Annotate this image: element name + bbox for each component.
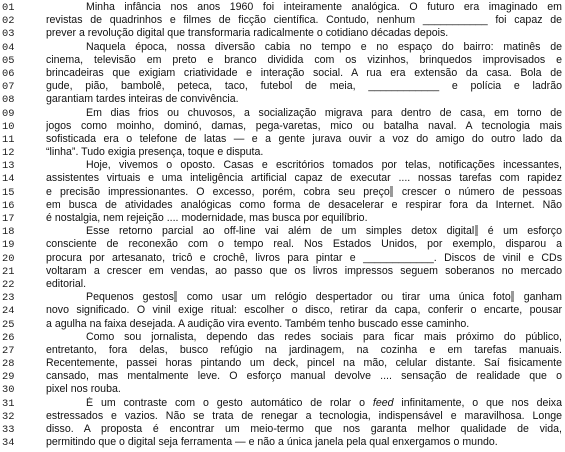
line-number: 29 [2,371,15,384]
line-number: 03 [2,28,15,41]
line-text: prever a revolução digital que transformaria radicalmente o cotidiano décadas depois. [46,27,449,40]
line-number: 01 [2,2,15,14]
line-text: revistas de quadrinhos e filmes de ficção científica. Contudo, nenhum ___________ foi capaz de [46,14,562,27]
line-text: disso. A proposta é encontrar um meio-termo que nos garanta melhor qualidade de vida, [46,423,562,435]
line-number: 23 [2,292,15,305]
gap-marker [511,291,514,302]
line-number: 17 [2,213,15,225]
text-line [0,225,565,238]
line-segment: Esse retorno parcial ao off-line vai além de um simples detox digital [86,225,475,238]
line-text: Em dias frios ou chuvosos, a socialização migrava para dentro de casa, em torno de [86,106,562,119]
line-number: 21 [2,265,15,278]
line-number: 08 [2,94,15,107]
text-line [0,265,565,278]
line-number: 27 [2,344,15,357]
line-number: 10 [2,120,15,133]
line-text: é nostalgia, nem rejeição .... modernidade, mas busca por equilíbrio. [46,212,368,224]
line-text: pixel nos rouba. [46,383,121,396]
gap-marker [475,225,478,236]
text-line [0,331,565,344]
line-text: permitindo que o digital seja ferramenta — e não a única janela pela qual enxergamos o mundo. [46,436,498,449]
line-number: 15 [2,186,15,199]
text-line [0,344,565,357]
line-number: 30 [2,384,15,397]
gap-marker [174,291,177,302]
line-text: estressados e vazios. Não se trata de renegar a tecnologia, indispensável e maravilhosa. Longe [46,409,562,422]
line-segment: Pequenos gestos [86,291,174,304]
text-line [0,436,565,449]
line-number: 06 [2,67,15,80]
line-segment: crescer o número de pessoas [401,185,562,198]
text-line [0,67,565,80]
line-text [46,225,562,238]
line-number: 19 [2,239,15,252]
line-text: consciente de reconexão com o tempo real. Nos Estados Unidos, por exemplo, disparou a [46,238,562,251]
text-line [0,120,565,133]
text-line [0,370,565,383]
text-line [0,186,565,199]
line-number: 33 [2,424,15,436]
line-text: Como sou jornalista, dependo das redes sociais para ficar mais próximo do público, [86,330,562,343]
text-line [0,423,565,436]
text-line [0,41,565,54]
text-line [0,159,565,172]
line-text: “linha”. Tudo exigia presença, toque e disputa. [46,146,264,159]
line-number: 20 [2,252,15,265]
line-number: 22 [2,278,15,291]
text-line [0,107,565,120]
line-text: editorial. [46,277,87,290]
line-text: sofisticada era o telefone de latas — e a gente jurava ouvir a voz do amigo do outro lado da [46,132,562,145]
line-number: 28 [2,358,15,371]
line-text: Naquela época, nossa diversão cabia no tempo e no espaço do bairro: matinês de [86,40,562,53]
line-text [46,291,562,304]
line-number: 13 [2,160,15,173]
line-text: Recentemente, passei horas pintando um deck, pincel na mão, celular distante. Saí fisicamente [46,357,562,370]
text-line [0,357,565,370]
line-text: Minha infância nos anos 1960 foi inteiramente analógica. O futuro era imaginado em [86,1,562,13]
line-number: 18 [2,226,15,239]
line-text: entretanto, fora delas, busco refúgio na jardinagem, na cozinha e em tarefas manuais. [46,343,562,356]
text-line [0,133,565,146]
text-line [0,383,565,396]
line-text: procura por artesanato, tricô e crochê, livros para pintar e ____________. Discos de vinil e CDs [46,251,562,264]
line-number: 24 [2,305,15,318]
line-number: 04 [2,41,15,54]
text-line [0,304,565,317]
gap-marker [390,186,393,197]
line-text [46,186,562,199]
text-line [0,172,565,185]
line-text: a agulha na faixa desejada. A audição vira evento. Também tenho buscado esse caminho. [46,317,470,330]
line-number: 25 [2,318,15,331]
line-number: 31 [2,397,15,410]
line-text: em busca de atividades analógicas como forma de desacelerar e respirar fora da Internet. Não [46,198,562,211]
text-line [0,252,565,265]
text-line [0,146,565,159]
line-number: 02 [2,15,15,28]
text-line [0,238,565,251]
text-line [0,14,565,27]
text-line [0,212,565,225]
text-line [0,291,565,304]
line-number: 14 [2,173,15,186]
text-line [0,93,565,106]
line-segment: como usar um relógio despertador ou tirar uma única foto [186,291,511,304]
line-number: 26 [2,331,15,344]
line-number: 12 [2,147,15,160]
text-line [0,54,565,67]
line-text: brincadeiras que exigiam criatividade e interação social. A rua era extensão da casa. Bola de [46,66,562,79]
line-number: 07 [2,81,15,94]
line-text: cinema, televisão em preto e branco dividida com os vizinhos, brinquedos improvisados e [46,53,562,66]
text-line [0,80,565,93]
line-segment: e precisão impressionantes. O excesso, porém, cobra seu preço [46,185,390,198]
line-text: novo significado. O vinil exige ritual: escolher o disco, retirar da capa, conferir o encarte, pousar [46,304,562,317]
line-text: voltaram a crescer em vendas, ao passo que os livros impressos seguem soberanos no mercado [46,264,562,277]
line-number: 09 [2,107,15,120]
text-line [0,397,565,410]
text-line [0,278,565,291]
line-number: 05 [2,54,15,67]
text-line [0,27,565,40]
line-text: jogos como moinho, dominó, damas, pega-varetas, mico ou batalha naval. A tecnologia mais [46,119,562,132]
line-text: É um contraste com o gesto automático de rolar o feed infinitamente, o que nos deixa [86,396,562,409]
line-segment: ganham [523,291,562,304]
line-text: Hoje, vivemos o oposto. Casas e escritórios tomados por telas, notificações incessantes, [86,159,562,172]
line-text: garantiam tardes inteiras de convivência. [46,93,239,106]
line-segment: é um esforço [487,225,562,238]
text-line [0,318,565,331]
line-text: assistentes virtuais e uma inteligência artificial capaz de executar .... nossas tarefas com rapidez [46,172,562,185]
text-line [0,199,565,212]
text-line [0,1,565,14]
line-text: cansado, mas mentalmente leve. O esforço manual devolve .... sensação de realidade que o [46,370,562,383]
line-number: 34 [2,437,15,450]
line-number: 11 [2,133,15,146]
line-number: 16 [2,199,15,212]
text-line [0,410,565,423]
line-number: 32 [2,410,15,423]
line-text: gude, pião, bambolê, peteca, taco, futebol de meia, ____________ e polícia e ladrão [46,80,562,93]
